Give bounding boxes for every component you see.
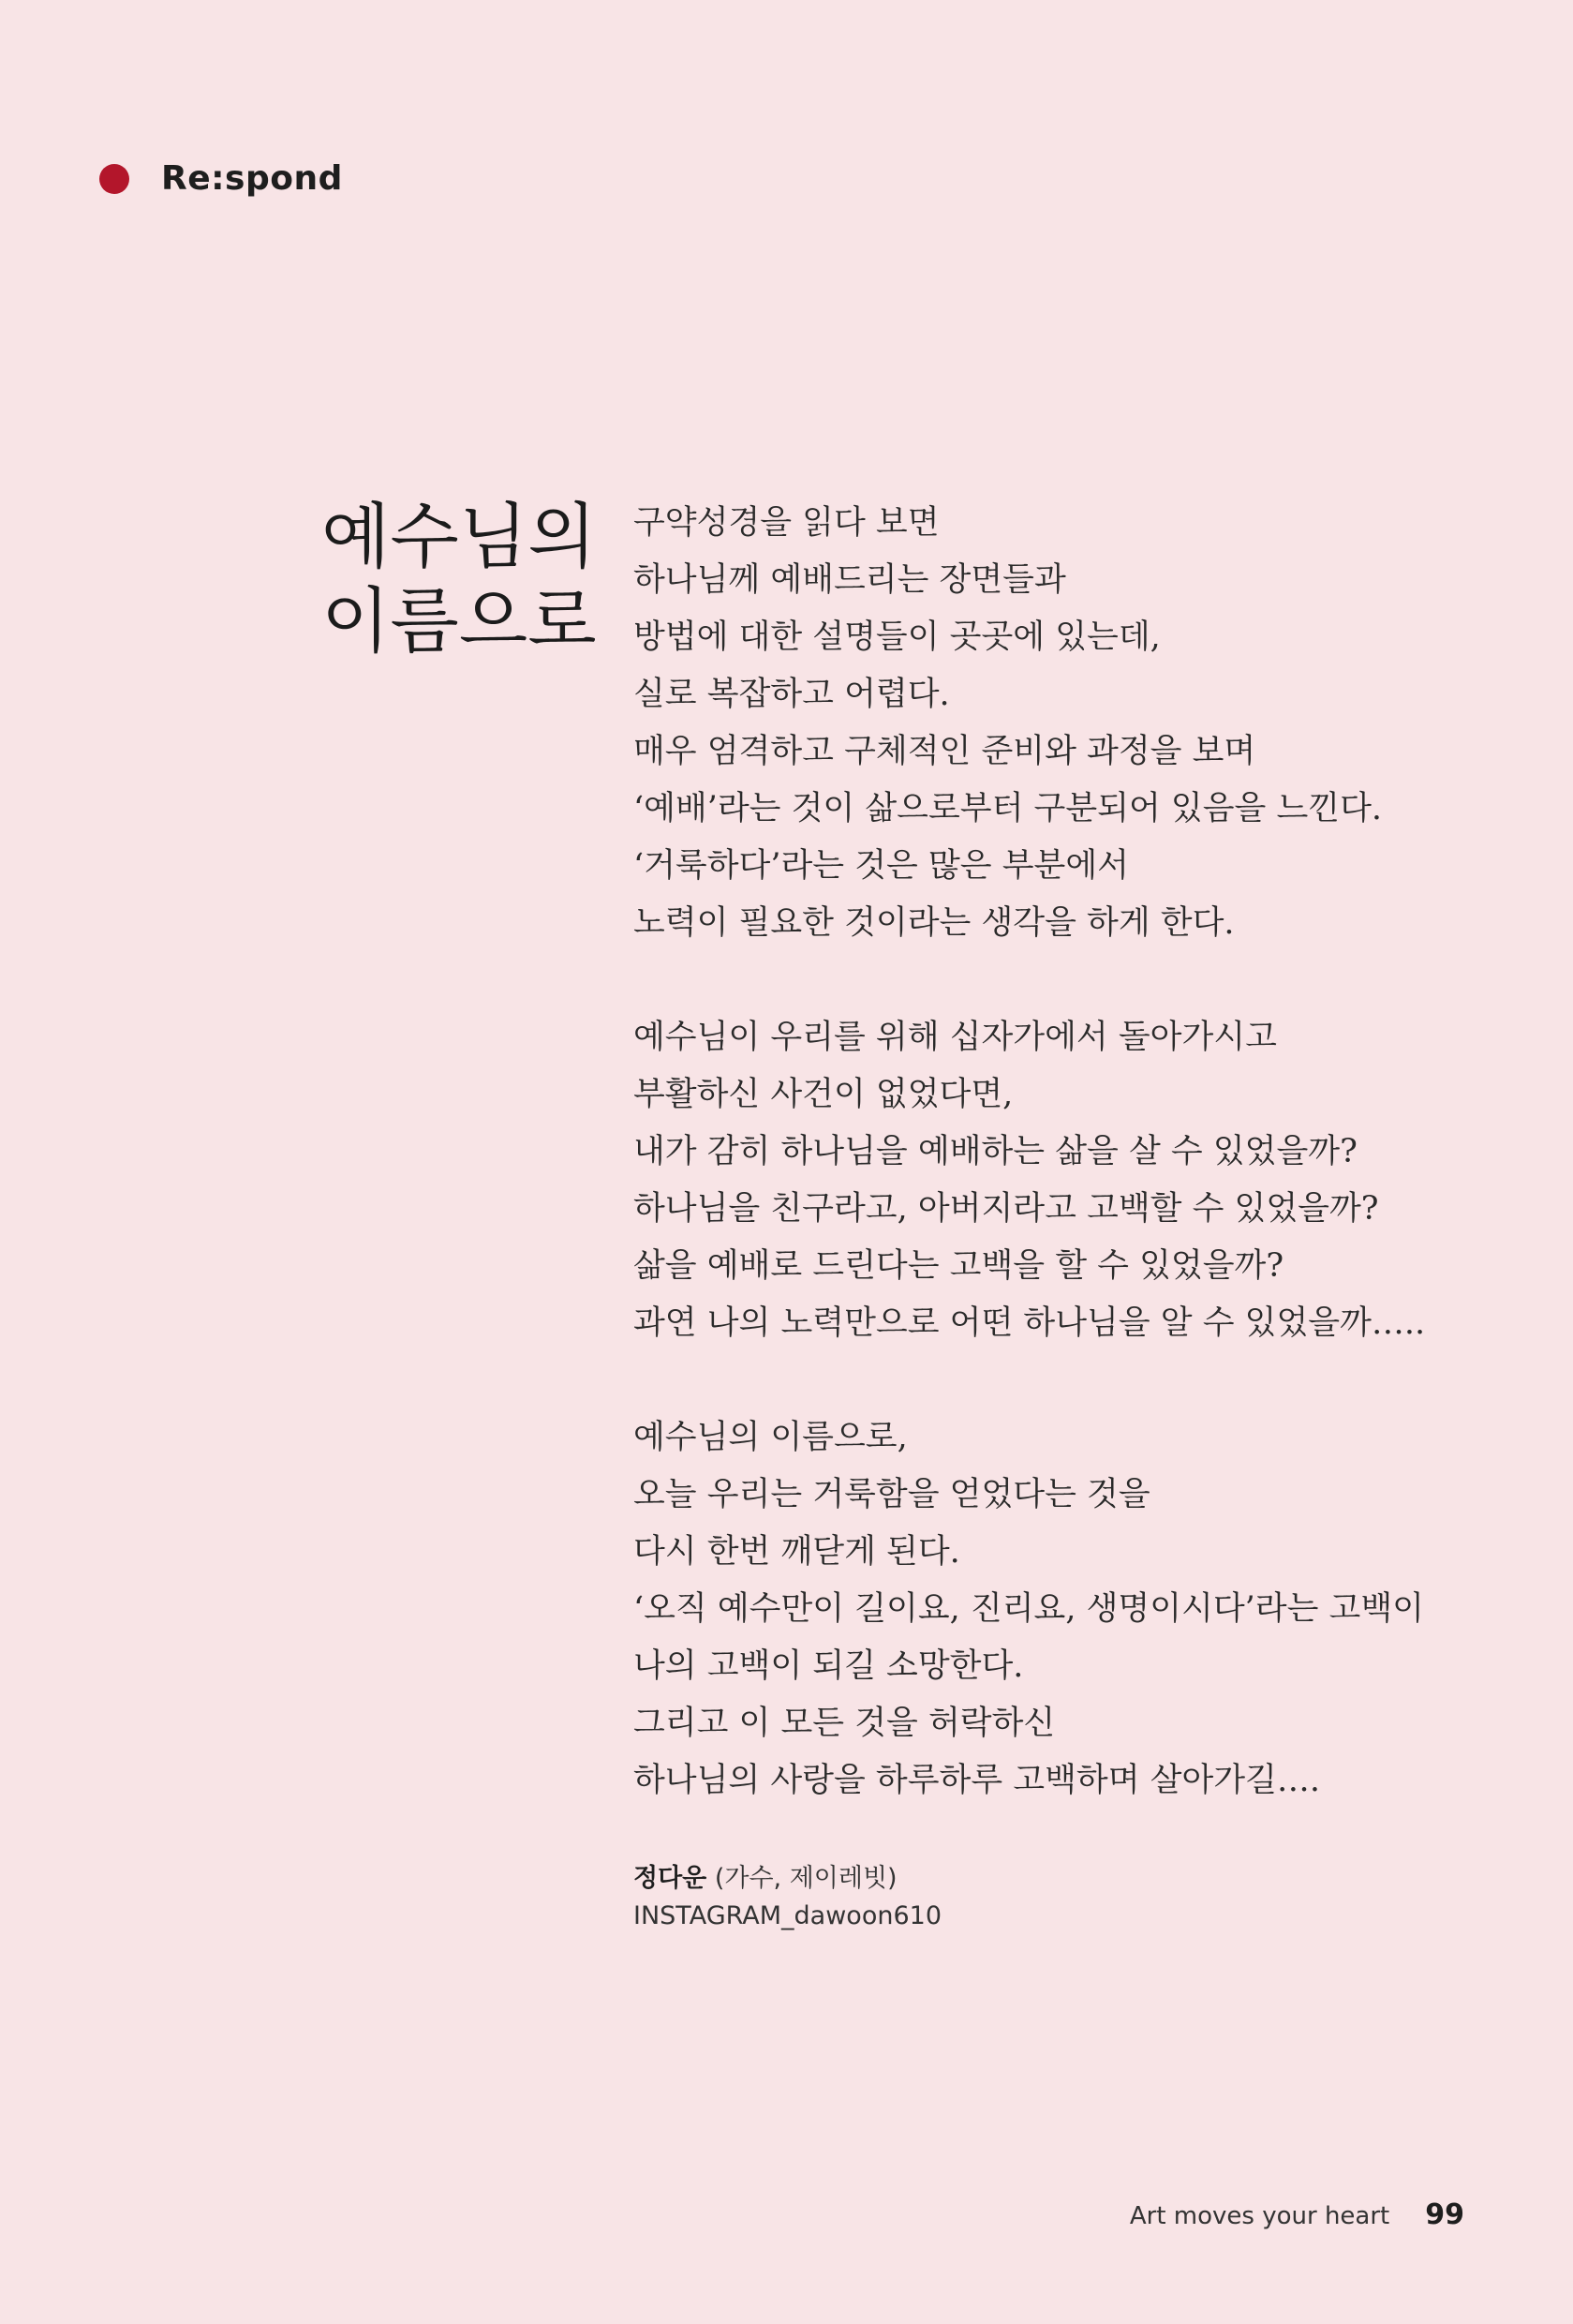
footer-tagline: Art moves your heart: [1129, 2202, 1390, 2230]
poem-title: [321, 495, 597, 663]
poem-line: ‘예배’라는 것이 삶으로부터 구분되어 있음을 느낀다.: [633, 790, 1383, 827]
poem-line: 하나님의 사랑을 하루하루 고백하며 살아가길….: [633, 1762, 1321, 1799]
poem-line: 부활하신 사건이 없었다면,: [633, 1076, 1014, 1113]
title-line-2: 이름으로: [321, 579, 597, 663]
poem-line: 예수님의 이름으로,: [633, 1419, 908, 1456]
author-name: 정다운: [633, 1864, 707, 1893]
stanza-3: [633, 1409, 1439, 1810]
poem-line: 삶을 예배로 드린다는 고백을 할 수 있었을까?: [633, 1247, 1284, 1285]
title-line-1: 예수님의: [321, 495, 597, 578]
stanza-2: [633, 1009, 1439, 1352]
poem-line: 매우 엄격하고 구체적인 준비와 과정을 보며: [633, 733, 1256, 770]
stanza-1: [633, 495, 1439, 952]
poem-line: ‘오직 예수만이 길이요, 진리요, 생명이시다’라는 고백이: [633, 1590, 1424, 1628]
author-role: (가수, 제이레빗): [714, 1864, 898, 1893]
red-dot-icon: [99, 164, 129, 194]
page-footer: [1130, 2198, 1464, 2231]
poem-body: [633, 495, 1439, 1810]
page-number: 99: [1425, 2198, 1464, 2231]
poem-line: 하나님께 예배드리는 장면들과: [633, 561, 1066, 599]
poem-line: 그리고 이 모든 것을 허락하신: [633, 1705, 1056, 1742]
author-line: [633, 1860, 942, 1898]
poem-line: 과연 나의 노력만으로 어떤 하나님을 알 수 있었을까…..: [633, 1304, 1426, 1342]
author-instagram: INSTAGRAM_dawoon610: [633, 1901, 942, 1930]
poem-line: 노력이 필요한 것이라는 생각을 하게 한다.: [633, 904, 1235, 942]
poem-line: 다시 한번 깨닫게 된다.: [633, 1533, 960, 1571]
poem-line: ‘거룩하다’라는 것은 많은 부분에서: [633, 847, 1129, 885]
poem-line: 방법에 대한 설명들이 곳곳에 있는데,: [633, 618, 1161, 656]
section-label: Re:spond: [161, 159, 343, 198]
poem-line: 구약성경을 읽다 보면: [633, 504, 940, 542]
poem-line: 나의 고백이 되길 소망한다.: [633, 1647, 1024, 1685]
poem-line: 실로 복잡하고 어렵다.: [633, 676, 950, 713]
poem-line: 예수님이 우리를 위해 십자가에서 돌아가시고: [633, 1019, 1277, 1056]
section-header: [99, 159, 343, 198]
poem-line: 오늘 우리는 거룩함을 얻었다는 것을: [633, 1476, 1150, 1513]
author-credit: [633, 1860, 942, 1935]
poem-line: 내가 감히 하나님을 예배하는 삶을 살 수 있었을까?: [633, 1133, 1358, 1170]
poem-line: 하나님을 친구라고, 아버지라고 고백할 수 있었을까?: [633, 1190, 1379, 1228]
